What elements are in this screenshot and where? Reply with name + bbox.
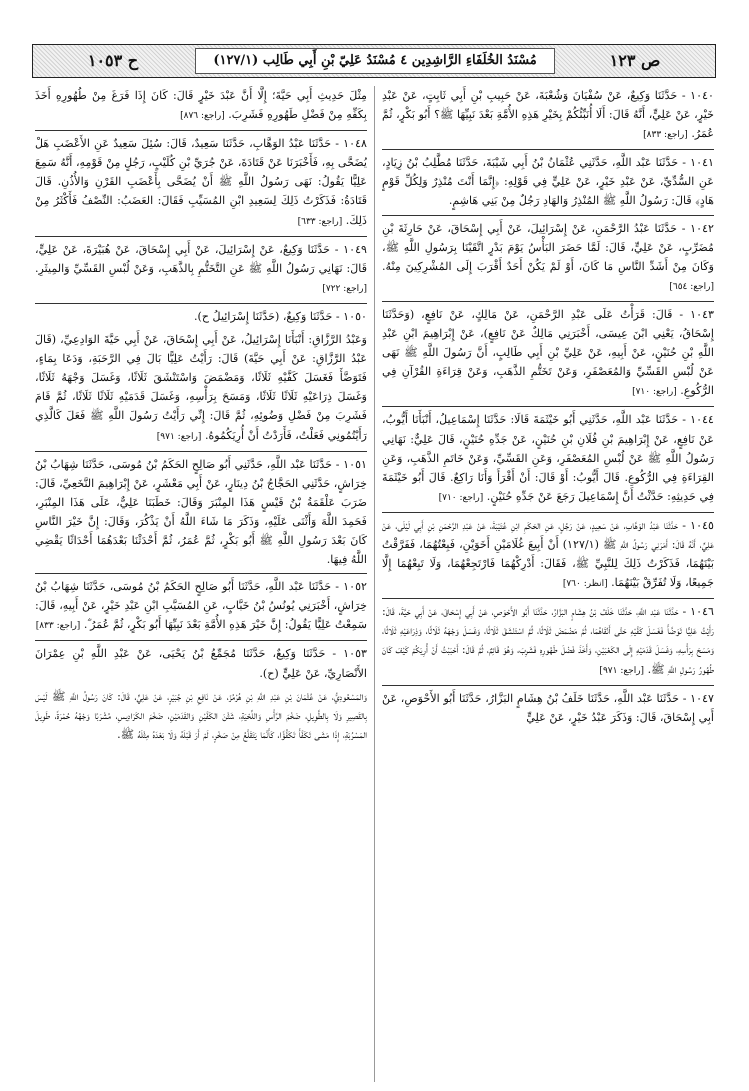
cross-reference: [راجع: ٦٣٣] bbox=[297, 216, 343, 227]
cross-reference: [راجع: ٦٥٤] bbox=[669, 281, 714, 292]
hadith-separator bbox=[382, 685, 714, 686]
hadith-paragraph bbox=[35, 687, 367, 744]
hadith-text: ١٠٥٠ - حَدَّثَنَا وَكِيعٌ، (حَدَّثَنَا إِسْرَائِيلُ ح). bbox=[194, 309, 367, 323]
hadith-paragraph bbox=[35, 307, 367, 326]
hadith-paragraph bbox=[35, 644, 367, 682]
hadith-paragraph bbox=[35, 86, 367, 126]
cross-reference: [راجع: ٨٣٣] bbox=[643, 130, 688, 141]
hadith-separator bbox=[382, 406, 714, 407]
cross-reference: [راجع: ٧١٠] bbox=[632, 387, 677, 398]
hadith-text: وَعَبْدُ الرَّزَّاقِ: أَنْبَأَنَا إِسْرَائِيلُ، عَنْ أَبِي إِسْحَاقَ، عَنْ أَبِي حَيَّةَ الوَادِعِيِّ، (قَالَ عَبْدُ الرَّزَّاقِ: عَنْ أَبِي حَيَّةَ) قَالَ: رَأَيْتُ عَلِيًّا بَالَ فِي الرَّحَبَةِ، وَدَعَا بِمَاءٍ، فَتَوَضَّأَ فَغَسَلَ كَفَّيْهِ ثَلَاثًا، وَمَضْمَضَ وَاسْتَنْشَقَ ثَلَاثًا، وَغَسَلَ وَجْهَهُ ثَلَاثًا، وَغَسَلَ ذِرَاعَيْهِ ثَلَاثًا ثَلَاثًا، وَمَسَحَ بِرَأْسِهِ، وَغَسَلَ قَدَمَيْهِ ثَلَاثًا ثَلَاثًا، ثُمَّ قَامَ فَشَرِبَ مِنْ فَضْلِ وَضُوئِهِ، ثُمَّ قَالَ: إِنِّي رَأَيْتُ رَسُولَ اللَّهِ ﷺ فَعَلَ كَالَّذِي رَأَيْتُمُونِي فَعَلْتُ، فَأَرَدْتُ أَنْ أُرِيَكُمُوهُ. bbox=[35, 333, 367, 442]
cross-reference: [راجع: ٨٧٦] bbox=[180, 111, 225, 122]
page-number-label: ص ١٢٣ bbox=[609, 51, 661, 70]
cross-reference: [راجع: ٧٢٢] bbox=[322, 283, 367, 294]
hadith-separator bbox=[382, 512, 714, 513]
column-divider bbox=[374, 86, 375, 1082]
right-column bbox=[382, 86, 714, 1082]
hadith-text: ١٠٤٣ - قَالَ: قَرَأْتُ عَلَى عَبْدِ الرَّحْمَنِ، عَنْ مَالِكٍ، عَنْ نَافِعٍ، (وَحَدَّثَنَا إِسْحَاقُ، يَعْنِي ابْنَ عِيسَى، أَخْبَرَنِي مَالِكٌ عَنْ نَافِعٍ)، عَنْ إِبْرَاهِيمَ ابْنِ عَبْدِ اللَّهِ بْنِ حُنَيْنٍ، عَنْ أَبِيهِ، عَنْ عَلِيِّ بْنِ أَبِي طَالِبٍ، أَنَّ رَسُولَ اللَّهِ ﷺ نَهَى عَنْ لُبْسِ القَسِّيِّ وَالمُعَصْفَرِ، وَعَنْ تَخَتُّمِ الذَّهَبِ، وَعَنْ قِرَاءَةِ القُرْآنِ فِي الرُّكُوعِ. bbox=[382, 307, 714, 398]
hadith-separator bbox=[35, 451, 367, 452]
hadith-paragraph bbox=[35, 455, 367, 570]
cross-reference: [انظر: ٧٦٠] bbox=[562, 579, 608, 590]
hadith-text: ١٠٥٣ - حَدَّثَنَا وَكِيعٌ، حَدَّثَنَا مُجَمِّعُ بْنُ يَحْيَى، عَنْ عَبْدِ اللَّهِ بْنِ عِمْرَانَ الأَنْصَارِيِّ، عَنْ عَلِيٍّ (ح). bbox=[35, 647, 367, 680]
hadith-separator bbox=[382, 215, 714, 216]
hadith-range-label: ح ١٠٥٣ bbox=[87, 51, 139, 70]
left-column bbox=[35, 86, 367, 1082]
hadith-separator bbox=[35, 640, 367, 641]
hadith-separator bbox=[382, 598, 714, 599]
hadith-separator bbox=[382, 149, 714, 150]
hadith-separator bbox=[35, 573, 367, 574]
hadith-separator bbox=[35, 303, 367, 304]
hadith-separator bbox=[382, 301, 714, 302]
cross-reference: [راجع: ٧١٠] bbox=[438, 492, 484, 503]
hadith-paragraph bbox=[35, 330, 367, 447]
hadith-text: ١٠٥١ - حَدَّثَنَا عَبْد اللَّهِ، حَدَّثَنِي أَبُو صَالِحٍ الحَكَمُ بْنُ مُوسَى، حَدَّثَنَا شِهَابُ بْنُ خِرَاشٍ، حَدَّثَنِي الحَجَّاجُ بْنُ دِينَارٍ، عَنْ أَبِي مَعْشَرٍ، عَنْ إِبْرَاهِيمَ النَّخَعِيِّ، قَالَ: ضَرَبَ عَلْقَمَةُ بْنُ قَيْسٍ هَذَا المِنْبَرَ وَقَالَ: خَطَبَنَا عَلِيٌّ، عَلَى هَذَا المِنْبَرِ، فَحَمِدَ اللَّهَ وَأَثْنَى عَلَيْهِ، وَذَكَرَ مَا شَاءَ اللَّهُ أَنْ يَذْكُرَ، وَقَالَ: إِنَّ خَيْرَ النَّاسِ كَانَ بَعْدَ رَسُولِ اللَّهِ ﷺ أَبُو بَكْرٍ، ثُمَّ عُمَرُ، ثُمَّ أَحْدَثْنَا بَعْدَهُمَا أَحْدَاثًا يَقْضِي اللَّهُ فِيهَا. bbox=[35, 457, 367, 567]
hadith-paragraph bbox=[382, 689, 714, 727]
hadith-text: ١٠٥٢ - حَدَّثَنَا عَبْد اللَّهِ، حَدَّثَنَا أَبُو صَالِحٍ الحَكَمُ بْنُ مُوسَى، حَدَّثَنَا شِهَابُ بْنُ خِرَاشٍ، أَخْبَرَنِي يُونُسُ بْنُ خَبَّابٍ، عَنِ المُسَيَّبِ ابْنِ عَبْدِ خَيْرٍ، عَنْ أَبِيهِ، قَالَ: سَمِعْتُ عَلِيًّا يَقُولُ: إِنَّ خَيْرَ هَذِهِ الأُمَّةِ بَعْدَ نَبِيِّهَا أَبُو بَكْرٍ، ثُمَّ عُمَرُ ؓ. bbox=[35, 580, 367, 632]
hadith-text: ١٠٤٢ - حَدَّثَنَا عَبْدُ الرَّحْمَنِ، عَنْ إِسْرَائِيلَ، عَنْ أَبِي إِسْحَاقَ، عَنْ حَارِثَةَ بْنِ مُضَرِّبٍ، عَنْ عَلِيٍّ، قَالَ: لَمَّا حَضَرَ البَأْسُ يَوْمَ بَدْرٍ اتَّقَيْنَا بِرَسُولِ اللَّهِ ﷺ، وَكَانَ مِنْ أَشَدِّ النَّاسِ مَا كَانَ، أَوْ لَمْ يَكُنْ أَحَدٌ أَقْرَبَ إِلَى المُشْرِكِينَ مِنْهُ. bbox=[382, 221, 714, 273]
hadith-text: ١٠٤٤ - حَدَّثَنَا عَبْد اللَّهِ، حَدَّثَنِي أَبُو خَيْثَمَةَ قَالَا: حَدَّثَنَا إِسْمَاعِيلُ، أَنْبَأَنَا أَيُّوبُ، عَنْ نَافِعٍ، عَنْ إِبْرَاهِيمَ بْنِ فُلَانِ بْنِ حُنَيْنٍ، عَنْ جَدِّهِ حُنَيْنٍ، قَالَ عَلِيٌّ: نَهَانِي رَسُولُ اللَّهِ ﷺ عَنْ لُبْسِ المُعَصْفَرِ، وَعَنِ القَسِّيِّ، وَعَنْ خَاتَمِ الذَّهَبِ، وَعَنِ القِرَاءَةِ فِي الرُّكُوعِ. قَالَ أَيُّوبُ: أَوْ قَالَ: أَنْ أَقْرَأَ وَأَنَا رَاكِعٌ. قَالَ أَبُو خَيْثَمَةَ فِي حَدِيثِهِ: حَدَّثْتُ أَنَّ إِسْمَاعِيلَ رَجَعَ عَنْ جَدِّهِ حُنَيْنٍ. bbox=[382, 413, 714, 503]
hadith-text: ١٠٤٦ - حَدَّثَنَا عَبْد اللَّهِ، حَدَّثَنَا خَلَفُ بْنُ هِشَامٍ البَزَّارُ، حَدَّثَنَا أَبُو الأَحْوَصِ، عَنْ أَبِي إِسْحَاقَ، عَنْ أَبِي حَيَّةَ، قَالَ: رَأَيْتُ عَلِيًّا تَوَضَّأَ فَغَسَلَ كَفَّيْهِ حَتَّى أَنْقَاهُمَا، ثُمَّ مَضْمَضَ ثَلَاثًا، ثُمَّ اسْتَنْشَقَ ثَلَاثًا، وَغَسَلَ وَجْهَهُ ثَلَاثًا، وَذِرَاعَيْهِ ثَلَاثًا، وَمَسَحَ بِرَأْسِهِ، وَغَسَلَ قَدَمَيْهِ إِلَى الكَعْبَيْنِ، وَأَخَذَ فَضْلَ طَهُورِهِ فَشَرِبَ، وَهُوَ قَائِمٌ، ثُمَّ قَالَ: أَحْبَبْتُ أَنْ أُرِيَكُمْ كَيْفَ كَانَ طُهُورُ رَسُولِ اللَّهِ ﷺ. bbox=[382, 605, 714, 676]
running-title: مُسْنَدُ الخُلَفَاءِ الرَّاشِدِين ٤ مُسْنَدُ عَلِيّ بْنِ أَبِي طَالِب (١٢٧/١) bbox=[195, 48, 555, 74]
hadith-paragraph bbox=[382, 86, 714, 145]
hadith-text: ١٠٤٠ - حَدَّثَنَا وَكِيعٌ، عَنْ سُفْيَانَ وَشُعْبَةَ، عَنْ حَبِيبِ بْنِ أَبِي ثَابِتٍ، عَنْ عَبْدِ خَيْرٍ، عَنْ عَلِيٍّ، أَنَّهُ قَالَ: أَلَا أُنَبِّئُكُمْ بِخَيْرِ هَذِهِ الأُمَّةِ بَعْدَ نَبِيِّهَا ﷺ؟ أَبُو بَكْرٍ، ثُمَّ عُمَرُ. bbox=[382, 89, 714, 141]
cross-reference: [راجع: ٩٧١] bbox=[599, 665, 645, 676]
hadith-paragraph bbox=[382, 219, 714, 297]
hadith-separator bbox=[35, 130, 367, 131]
cross-reference: [راجع: ٩٧١] bbox=[156, 431, 202, 442]
hadith-text: مِثْلَ حَدِيثِ أَبِي حَيَّةَ؛ إِلَّا أَنَّ عَبْدَ خَيْرٍ قَالَ: كَانَ إِذَا فَرَغَ مِنْ طُهُورِهِ أَخَذَ بِكَفِّهِ مِنْ فَضْلِ طَهُورِهِ فَشَرِبَ. bbox=[35, 89, 367, 122]
cross-reference: [راجع: ٨٣٣] bbox=[35, 621, 81, 632]
hadith-text: ١٠٤٧ - حَدَّثَنَا عَبْد اللَّهِ، حَدَّثَنَا خَلَفُ بْنُ هِشَامٍ البَزَّارُ، حَدَّثَنَا أَبُو الأَحْوَصِ، عَنْ أَبِي إِسْحَاقَ، قَالَ: وَذَكَرَ عَبْدُ خَيْرٍ، عَنْ عَلِيٍّ bbox=[382, 691, 714, 724]
hadith-text: ١٠٤٩ - حَدَّثَنَا وَكِيعٌ، عَنْ إِسْرَائِيلَ، عَنْ أَبِي إِسْحَاقَ، عَنْ هُبَيْرَةَ، عَنْ عَلِيٍّ، قَالَ: نَهَانِي رَسُولُ اللَّهِ ﷺ عَنِ التَّخَتُّمِ بِالذَّهَبِ، وَعَنْ لُبْسِ القَسِّيِّ وَالمِيثَرِ. bbox=[35, 242, 367, 275]
hadith-paragraph bbox=[382, 410, 714, 507]
hadith-text: ١٠٤٨ - حَدَّثَنَا عَبْدُ الوَهَّابِ، حَدَّثَنَا سَعِيدٌ، قَالَ: سُئِلَ سَعِيدٌ عَنِ الأَعْضَبِ هَلْ يُضَحَّى بِهِ، فَأَخْبَرَنَا عَنْ قَتَادَةَ، عَنْ جُرَيِّ بْنِ كُلَيْبٍ، رَجُلٍ مِنْ قَوْمِهِ، أَنَّهُ سَمِعَ عَلِيًّا يَقُولُ: نَهَى رَسُولُ اللَّهِ ﷺ أَنْ يُضَحَّى بِأَعْضَبِ القَرْنِ وَالأُذُنِ. قَالَ قَتَادَةُ: فَذَكَرْتُ ذَلِكَ لِسَعِيدِ ابْنِ المُسَيِّبِ فَقَالَ: العَضَبُ: النِّصْفُ فَأَكْثَرُ مِنْ ذَلِكَ. bbox=[35, 137, 367, 227]
hadith-separator bbox=[35, 236, 367, 237]
hadith-paragraph bbox=[382, 516, 714, 594]
hadith-paragraph bbox=[382, 305, 714, 402]
hadith-paragraph bbox=[382, 153, 714, 210]
hadith-paragraph bbox=[382, 602, 714, 680]
page-header bbox=[32, 44, 716, 78]
hadith-paragraph bbox=[35, 134, 367, 231]
hadith-text: وَالمَسْعُودِيُّ، عَنْ عُثْمَانَ بْنِ عَبْدِ اللَّهِ بْنِ هُرْمُزَ، عَنْ نَافِعِ بْنِ جُبَيْرٍ، عَنْ عَلِيٍّ، قَالَ: كَانَ رَسُولُ اللَّهِ ﷺ لَيْسَ بِالقَصِيرِ وَلَا بِالطَّوِيلِ، ضَخْمَ الرَّأْسِ وَاللِّحْيَةِ، شَثْنَ الكَفَّيْنِ وَالقَدَمَيْنِ، ضَخْمَ الكَرَادِيسِ، مُشْرَبًا وَجْهُهُ حُمْرَةً، طَوِيلَ المَسْرُبَةِ، إِذَا مَشَى تَكَفَّأَ تَكَفُّؤًا، كَأَنَّمَا يَتَقَلَّعُ مِنْ صَخْرٍ، لَمْ أَرَ قَبْلَهُ وَلَا بَعْدَهُ مِثْلَهُ ﷺ. bbox=[35, 689, 367, 741]
hadith-text: ١٠٤١ - حَدَّثَنَا عَبْد اللَّهِ، حَدَّثَنِي عُثْمَانُ بْنُ أَبِي شَيْبَةَ، حَدَّثَنَا مُطَّلِبُ بْنُ زِيَادٍ، عَنِ السُّدِّيِّ، عَنْ عَبْدِ خَيْرٍ، عَنْ عَلِيٍّ فِي قَوْلِهِ: ﴿إِنَّمَا أَنْتَ مُنْذِرٌ وَلِكُلِّ قَوْمٍ هَادٍ﴾ قَالَ: رَسُولُ اللَّهِ ﷺ المُنْذِرُ وَالهَادِ رَجُلٌ مِنْ بَنِي هَاشِمٍ. bbox=[382, 156, 714, 208]
hadith-text: ١٠٤٥ - حَدَّثَنَا عَبْدُ الوَهَّابِ، عَنْ سَعِيدٍ، عَنْ رَجُلٍ، عَنِ الحَكَمِ ابْنِ عُتَيْبَةَ، عَنْ عَبْدِ الرَّحْمَنِ بْنِ أَبِي لَيْلَى، عَنْ عَلِيٍّ، أَنَّهُ قَالَ: أَمَرَنِي رَسُولُ اللَّهِ ﷺ (١٢٧/١) أَنْ أَبِيعَ غُلَامَيْنِ أَخَوَيْنِ، فَبِعْتُهُمَا، فَفَرَّقْتُ بَيْنَهُمَا، فَذَكَرْتُ ذَلِكَ لِلنَّبِيِّ ﷺ، فَقَالَ: أَدْرِكْهُمَا فَارْتَجِعْهُمَا، وَلَا تَبِعْهُمَا إِلَّا جَمِيعًا، وَلَا تُفَرِّقْ بَيْنَهُمَا. bbox=[382, 518, 714, 590]
hadith-paragraph bbox=[35, 240, 367, 299]
hadith-paragraph bbox=[35, 577, 367, 636]
